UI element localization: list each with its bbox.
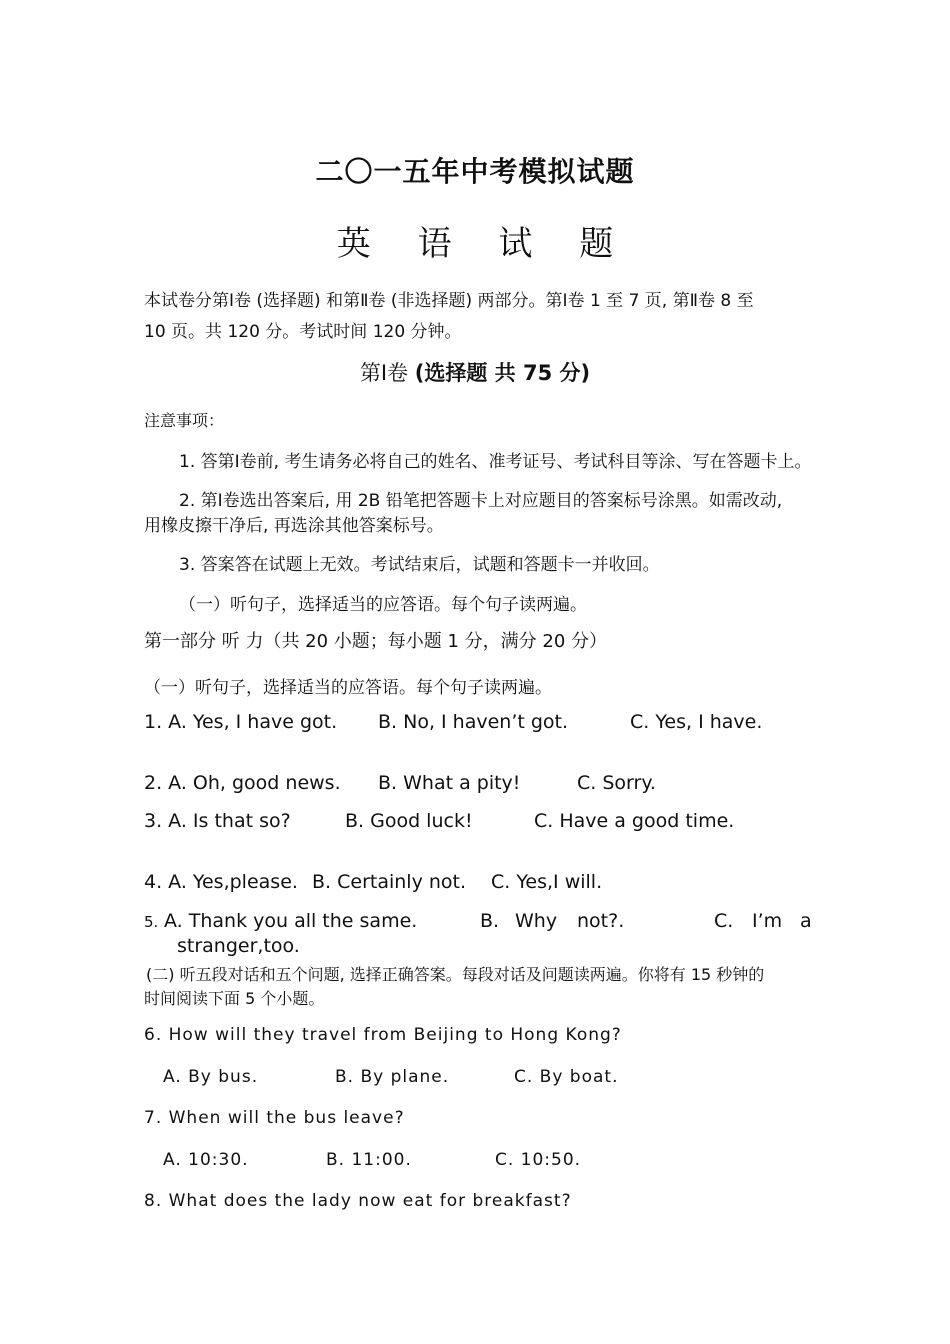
q6-question: 6. How will they travel from Beijing to Hong Kong? — [144, 1025, 622, 1045]
notice-label: 注意事项： — [144, 411, 225, 430]
q5-option-c-word1: I’m — [752, 910, 783, 932]
q6-option-b: B. By plane. — [335, 1067, 450, 1087]
q7-option-b: B. 11:00. — [326, 1150, 412, 1170]
q7-option-c: C. 10:50. — [495, 1150, 582, 1170]
q4-option-b: B. Certainly not. — [312, 871, 467, 893]
q5-option-b-label: B. — [480, 910, 500, 932]
q4-option-c: C. Yes,I will. — [491, 871, 603, 893]
subject-title: 英 语 试 题 — [336, 224, 632, 264]
dialog-instruction-a: (二) 听五段对话和五个问题, 选择正确答案。每段对话及问题读两遍。你将有 15 秒钟的 — [146, 965, 765, 984]
notice-item-2: 2. 第Ⅰ卷选出答案后, 用 2B 铅笔把答题卡上对应题目的答案标号涂黑。如需改动, — [179, 491, 783, 511]
part1-heading: 第一部分 听 力（共 20 小题；每小题 1 分，满分 20 分） — [144, 631, 608, 652]
section-heading — [0, 357, 950, 387]
intro-text-line2: 10 页。共 120 分。考试时间 120 分钟。 — [144, 322, 462, 342]
q2-option-c: C. Sorry. — [577, 772, 656, 794]
section-bold: (选择题 共 75 分) — [414, 361, 591, 385]
q5-option-c-label: C. — [714, 910, 734, 932]
q5-option-b-word1: Why — [515, 910, 558, 932]
q2-option-b: B. What a pity! — [378, 772, 521, 794]
exam-title: 二〇一五年中考模拟试题 — [315, 155, 635, 188]
section-prefix: 第Ⅰ卷 — [359, 361, 409, 385]
notice-item-2-cont: 用橡皮擦干净后, 再选涂其他答案标号。 — [144, 516, 444, 536]
q7-question: 7. When will the bus leave? — [144, 1108, 405, 1128]
q1-option-c: C. Yes, I have. — [630, 711, 763, 733]
q1-option-a: 1. A. Yes, I have got. — [144, 711, 338, 733]
q8-question: 8. What does the lady now eat for breakfast? — [144, 1191, 572, 1211]
q3-option-b: B. Good luck! — [345, 810, 473, 832]
q4-option-a: 4. A. Yes,please. — [144, 871, 298, 893]
q3-option-a: 3. A. Is that so? — [144, 810, 291, 832]
q5-number: 5. — [144, 913, 159, 931]
q5-option-b-word2: not?. — [577, 910, 625, 932]
intro-text-line1: 本试卷分第Ⅰ卷 (选择题) 和第Ⅱ卷 (非选择题) 两部分。第Ⅰ卷 1 至 7 页, 第Ⅱ卷 8 至 — [144, 291, 754, 311]
q6-option-c: C. By boat. — [514, 1067, 619, 1087]
q6-option-a: A. By bus. — [163, 1067, 259, 1087]
dialog-instruction-b: 时间阅读下面 5 个小题。 — [144, 989, 325, 1008]
q7-option-a: A. 10:30. — [163, 1150, 249, 1170]
q5-option-c-word2: a — [800, 910, 812, 932]
listen-instruction-b: （一）听句子，选择适当的应答语。每个句子读两遍。 — [144, 678, 552, 698]
q3-option-c: C. Have a good time. — [534, 810, 735, 832]
q5-option-c-cont: stranger,too. — [177, 935, 300, 957]
listen-instruction-a: （一）听句子，选择适当的应答语。每个句子读两遍。 — [179, 595, 587, 615]
notice-item-3: 3. 答案答在试题上无效。考试结束后，试题和答题卡一并收回。 — [179, 555, 660, 575]
q2-option-a: 2. A. Oh, good news. — [144, 772, 341, 794]
q1-option-b: B. No, I haven’t got. — [378, 711, 569, 733]
notice-item-1: 1. 答第Ⅰ卷前, 考生请务必将自己的姓名、准考证号、考试科目等涂、写在答题卡上。 — [179, 452, 812, 472]
q5-option-a: A. Thank you all the same. — [164, 910, 418, 932]
